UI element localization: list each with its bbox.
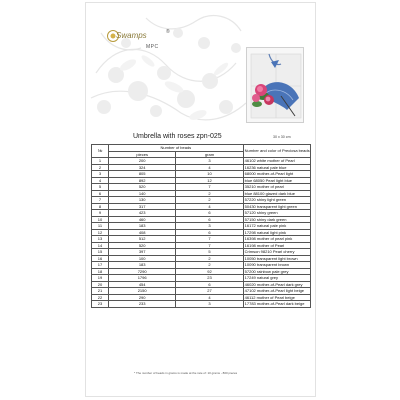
cell-bead-name: 46020 mother-of-Pearl dark grey xyxy=(243,281,310,288)
cell-no: 21 xyxy=(92,288,109,295)
cell-bead-name: 57200 rainbow pale grey xyxy=(243,268,310,275)
cell-pieces: 100 xyxy=(109,255,176,262)
cell-gram: 5 xyxy=(176,249,243,256)
cell-no: 18 xyxy=(92,268,109,275)
cell-gram: 10 xyxy=(176,171,243,178)
cell-pieces: 397 xyxy=(109,249,176,256)
cell-no: 14 xyxy=(92,242,109,249)
cell-gram: 7 xyxy=(176,236,243,243)
cell-pieces: 317 xyxy=(109,203,176,210)
cell-pieces: 183 xyxy=(109,223,176,230)
cell-bead-name: 10050 transparent light brown xyxy=(243,255,310,262)
cell-bead-name: 17249 natural grey xyxy=(243,275,310,282)
cell-no: 10 xyxy=(92,216,109,223)
header-number-of-beads: Number of beads xyxy=(109,145,244,152)
cell-no: 15 xyxy=(92,249,109,256)
cell-no: 7 xyxy=(92,197,109,204)
cell-no: 2 xyxy=(92,164,109,171)
cell-bead-name: blue 88100 glazed dark blue xyxy=(243,190,310,197)
cell-no: 11 xyxy=(92,223,109,230)
title-row xyxy=(86,133,315,143)
cell-pieces: 2150 xyxy=(109,288,176,295)
cell-bead-name: 35210 mother of pearl xyxy=(243,184,310,191)
cell-pieces: 290 xyxy=(109,294,176,301)
cell-gram: 27 xyxy=(176,288,243,295)
pattern-sheet xyxy=(85,2,316,397)
cell-pieces: 233 xyxy=(109,301,176,308)
header-number-and-color: Number and color of Preciosa beads xyxy=(243,145,310,158)
cell-gram: 7 xyxy=(176,242,243,249)
cell-gram: 6 xyxy=(176,210,243,217)
cell-gram: 3 xyxy=(176,158,243,165)
cell-no: 22 xyxy=(92,294,109,301)
cell-bead-name: 16198 mother of Pearl xyxy=(243,242,310,249)
table-row xyxy=(92,301,311,308)
cell-bead-name: 16236 natural pale blue xyxy=(243,164,310,171)
cell-gram: 2 xyxy=(176,190,243,197)
cell-pieces: 805 xyxy=(109,171,176,178)
pattern-preview-image xyxy=(246,47,304,123)
cell-gram: 4 xyxy=(176,294,243,301)
cell-gram: 92 xyxy=(176,268,243,275)
cell-pieces: 130 xyxy=(109,197,176,204)
brand-mark: ® xyxy=(166,29,170,35)
cell-gram: 3 xyxy=(176,301,243,308)
cell-bead-name: 47102 mother-of-Pearl light beige xyxy=(243,288,310,295)
cell-gram: 6 xyxy=(176,216,243,223)
footnote: * The number of beads in grams is made at the rate of: 10 grams - 800 pieces xyxy=(134,371,238,375)
cell-bead-name: 50430 transparent light green xyxy=(243,203,310,210)
brand-name: Swamps xyxy=(116,31,147,40)
cell-pieces: 183 xyxy=(109,262,176,269)
cell-no: 3 xyxy=(92,171,109,178)
cell-no: 8 xyxy=(92,203,109,210)
header-gram: gram xyxy=(176,151,243,158)
cell-pieces: 1796 xyxy=(109,275,176,282)
cell-bead-name: 17783 mother-of-Pearl dark beige xyxy=(243,301,310,308)
cell-no: 23 xyxy=(92,301,109,308)
cell-gram: 2 xyxy=(176,255,243,262)
cell-pieces: 512 xyxy=(109,236,176,243)
cell-gram: 3 xyxy=(176,223,243,230)
cell-bead-name: 16398 mother of pearl pink xyxy=(243,236,310,243)
cell-no: 9 xyxy=(92,210,109,217)
brand-sub: MPC xyxy=(146,44,159,50)
cell-pieces: 454 xyxy=(109,281,176,288)
cell-pieces: 140 xyxy=(109,190,176,197)
cell-no: 16 xyxy=(92,255,109,262)
cell-gram: 2 xyxy=(176,197,243,204)
cell-pieces: 520 xyxy=(109,184,176,191)
cell-bead-name: 57120 shiny green xyxy=(243,210,310,217)
cell-pieces: 324 xyxy=(109,164,176,171)
cell-no: 19 xyxy=(92,275,109,282)
beads-table-body xyxy=(92,158,311,308)
cell-pieces: 892 xyxy=(109,177,176,184)
cell-bead-name: 57150 shiny dark green xyxy=(243,216,310,223)
pattern-size: 30 x 30 cm xyxy=(273,135,291,139)
cell-bead-name: 46102 white mother of Pearl xyxy=(243,158,310,165)
cell-pieces: 460 xyxy=(109,216,176,223)
cell-gram: 12 xyxy=(176,177,243,184)
brand-logo xyxy=(106,27,196,61)
header-pieces: pieces xyxy=(109,151,176,158)
cell-no: 12 xyxy=(92,229,109,236)
cell-no: 17 xyxy=(92,262,109,269)
cell-bead-name: Crimson 98210 Pearl cherry xyxy=(243,249,310,256)
cell-no: 4 xyxy=(92,177,109,184)
cell-pieces: 7290 xyxy=(109,268,176,275)
cell-no: 20 xyxy=(92,281,109,288)
cell-pieces: 423 xyxy=(109,210,176,217)
header-floral-band xyxy=(86,3,315,131)
cell-gram: 23 xyxy=(176,275,243,282)
cell-gram: 4 xyxy=(176,164,243,171)
header-no: № xyxy=(92,145,109,158)
cell-gram: 6 xyxy=(176,229,243,236)
cell-bead-name: 16172 natural pale pink xyxy=(243,223,310,230)
cell-no: 6 xyxy=(92,190,109,197)
beads-table xyxy=(91,144,311,308)
cell-pieces: 200 xyxy=(109,158,176,165)
cell-gram: 4 xyxy=(176,203,243,210)
pattern-title: Umbrella with roses zpn-025 xyxy=(133,133,222,140)
cell-bead-name: 68000 mother-of-Pearl light xyxy=(243,171,310,178)
cell-bead-name: 10090 transparent brown xyxy=(243,262,310,269)
cell-bead-name: 46112 mother of Pearl beige xyxy=(243,294,310,301)
cell-pieces: 520 xyxy=(109,242,176,249)
cell-gram: 7 xyxy=(176,184,243,191)
cell-gram: 6 xyxy=(176,281,243,288)
cell-gram: 2 xyxy=(176,262,243,269)
cell-no: 1 xyxy=(92,158,109,165)
cell-bead-name: blue 68050 Pearl light blue xyxy=(243,177,310,184)
cell-no: 5 xyxy=(92,184,109,191)
cell-no: 13 xyxy=(92,236,109,243)
umbrella-roses-illustration xyxy=(247,48,304,123)
cell-pieces: 408 xyxy=(109,229,176,236)
cell-bead-name: 57220 shiny light green xyxy=(243,197,310,204)
cell-bead-name: 17298 natural light pink xyxy=(243,229,310,236)
